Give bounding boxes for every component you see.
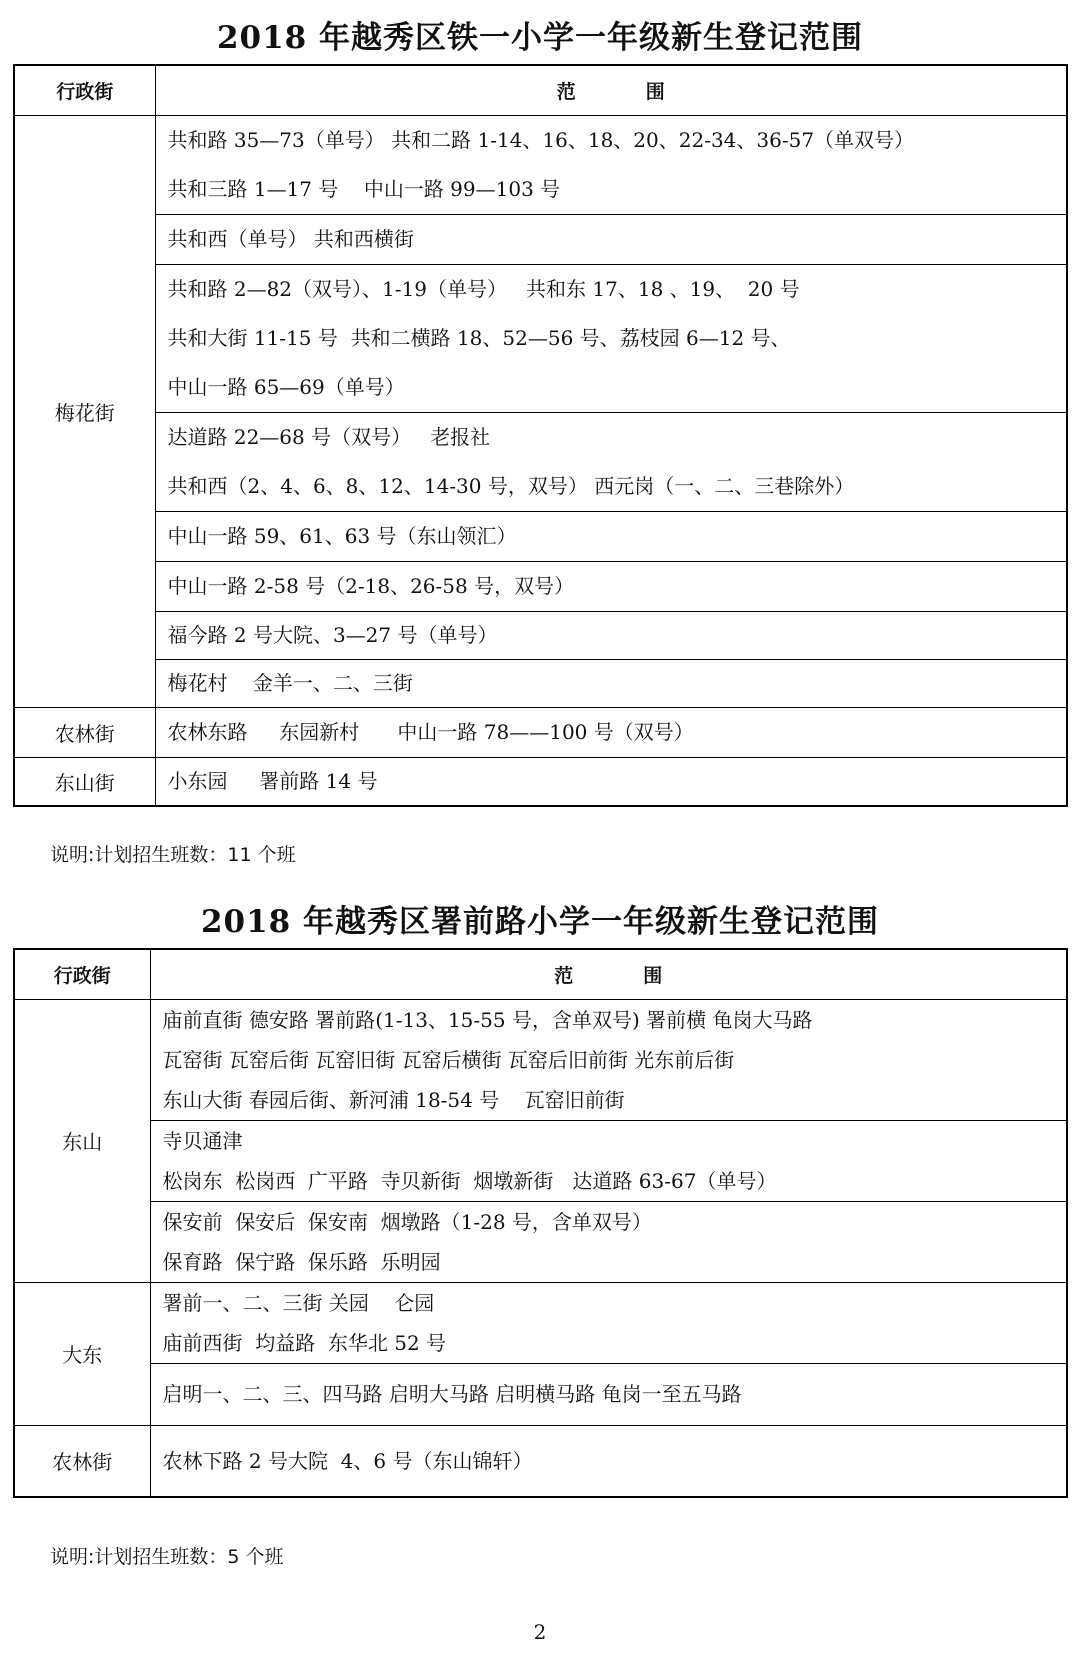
range-line: 福今路 2 号大院、3—27 号（单号） <box>167 623 498 647</box>
range-row <box>14 1425 1067 1497</box>
range-line: 中山一路 59、61、63 号（东山领汇） <box>167 524 517 548</box>
range-row <box>14 611 1067 659</box>
range-row <box>14 1120 1067 1201</box>
range-row <box>14 1201 1067 1282</box>
header-street: 行政街 <box>14 949 150 999</box>
range-cell <box>150 1201 1067 1282</box>
range-cell <box>155 115 1067 214</box>
range-cell <box>155 214 1067 264</box>
range-cell <box>150 1425 1067 1497</box>
range-cell <box>155 412 1067 511</box>
section1-title: 2018 年越秀区铁一小学一年级新生登记范围 <box>216 20 864 56</box>
range-row <box>14 659 1067 707</box>
header-street: 行政街 <box>14 65 155 115</box>
range-line: 启明一、二、三、四马路 启明大马路 启明横马路 龟岗一至五马路 <box>162 1382 742 1406</box>
range-line: 署前一、二、三街 关园 仑园 <box>162 1290 435 1315</box>
section2-note: 说明:计划招生班数：5 个班 <box>50 1546 284 1568</box>
range-line: 庙前西街 均益路 东华北 52 号 <box>162 1330 447 1355</box>
range-line: 庙前直街 德安路 署前路(1-13、15-55 号，含单双号) 署前横 龟岗大马路 <box>162 1007 813 1032</box>
range-line: 共和三路 1—17 号 中山一路 99—103 号 <box>167 176 561 201</box>
range-row <box>14 757 1067 806</box>
page-number: 2 <box>533 1620 547 1644</box>
range-line: 松岗东 松岗西 广平路 寺贝新街 烟墩新街 达道路 63-67（单号） <box>162 1168 777 1193</box>
section2-title: 2018 年越秀区署前路小学一年级新生登记范围 <box>200 904 880 940</box>
range-cell <box>155 561 1067 611</box>
range-line: 农林东路 东园新村 中山一路 78——100 号（双号） <box>167 720 694 744</box>
range-line: 小东园 署前路 14 号 <box>167 768 378 793</box>
range-row <box>14 999 1067 1120</box>
range-line: 达道路 22—68 号（双号） 老报社 <box>167 424 491 449</box>
header-range-char-2: 围 <box>645 80 665 103</box>
range-cell <box>150 1120 1067 1201</box>
range-line: 共和西（单号） 共和西横街 <box>167 227 414 251</box>
header-range-char-1: 范 <box>556 80 576 103</box>
range-row <box>14 115 1067 214</box>
street-name-cell: 东山 <box>14 999 150 1282</box>
range-cell <box>150 1282 1067 1363</box>
street-name-cell: 东山街 <box>14 757 155 806</box>
section1-table <box>13 64 1068 807</box>
range-cell <box>150 999 1067 1120</box>
range-row <box>14 1363 1067 1425</box>
range-line: 农林下路 2 号大院 4、6 号（东山锦轩） <box>162 1448 533 1473</box>
range-line: 保育路 保宁路 保乐路 乐明园 <box>162 1249 441 1274</box>
range-row <box>14 511 1067 561</box>
range-line: 中山一路 65—69（单号） <box>167 374 405 399</box>
range-line: 共和大街 11-15 号 共和二横路 18、52—56 号、荔枝园 6—12 号、 <box>167 325 791 350</box>
range-row <box>14 1282 1067 1363</box>
range-line: 共和西（2、4、6、8、12、14-30 号，双号） 西元岗（一、二、三巷除外） <box>167 473 855 498</box>
header-range-char-2: 围 <box>643 964 663 987</box>
range-line: 共和路 35—73（单号） 共和二路 1-14、16、18、20、22-34、36-57（单双号） <box>167 127 915 152</box>
range-cell <box>150 1363 1067 1425</box>
range-row <box>14 214 1067 264</box>
range-cell <box>155 757 1067 806</box>
range-line: 共和路 2—82（双号）、1-19（单号） 共和东 17、18 、19、 20 号 <box>167 276 800 301</box>
range-row <box>14 707 1067 757</box>
range-line: 中山一路 2-58 号（2-18、26-58 号，双号） <box>167 574 575 598</box>
range-row <box>14 412 1067 511</box>
range-row <box>14 561 1067 611</box>
range-cell <box>155 264 1067 412</box>
range-cell <box>155 611 1067 659</box>
street-name-cell: 梅花街 <box>14 115 155 707</box>
range-line: 寺贝通津 <box>162 1128 243 1153</box>
range-cell <box>155 659 1067 707</box>
range-cell <box>155 707 1067 757</box>
street-name-cell: 大东 <box>14 1282 150 1425</box>
range-line: 瓦窑街 瓦窑后街 瓦窑旧街 瓦窑后横街 瓦窑后旧前街 光东前后街 <box>162 1047 735 1072</box>
header-range <box>155 65 1067 115</box>
street-name-cell: 农林街 <box>14 1425 150 1497</box>
range-line: 东山大街 春园后街、新河浦 18-54 号 瓦窑旧前街 <box>162 1087 625 1112</box>
range-row <box>14 264 1067 412</box>
range-line: 梅花村 金羊一、二、三街 <box>167 671 413 695</box>
header-range <box>150 949 1067 999</box>
section2-table <box>13 948 1068 1498</box>
section1-note: 说明:计划招生班数：11 个班 <box>50 844 296 866</box>
header-range-char-1: 范 <box>554 964 574 987</box>
street-name-cell: 农林街 <box>14 707 155 757</box>
range-line: 保安前 保安后 保安南 烟墩路（1-28 号，含单双号） <box>162 1209 652 1234</box>
range-cell <box>155 511 1067 561</box>
